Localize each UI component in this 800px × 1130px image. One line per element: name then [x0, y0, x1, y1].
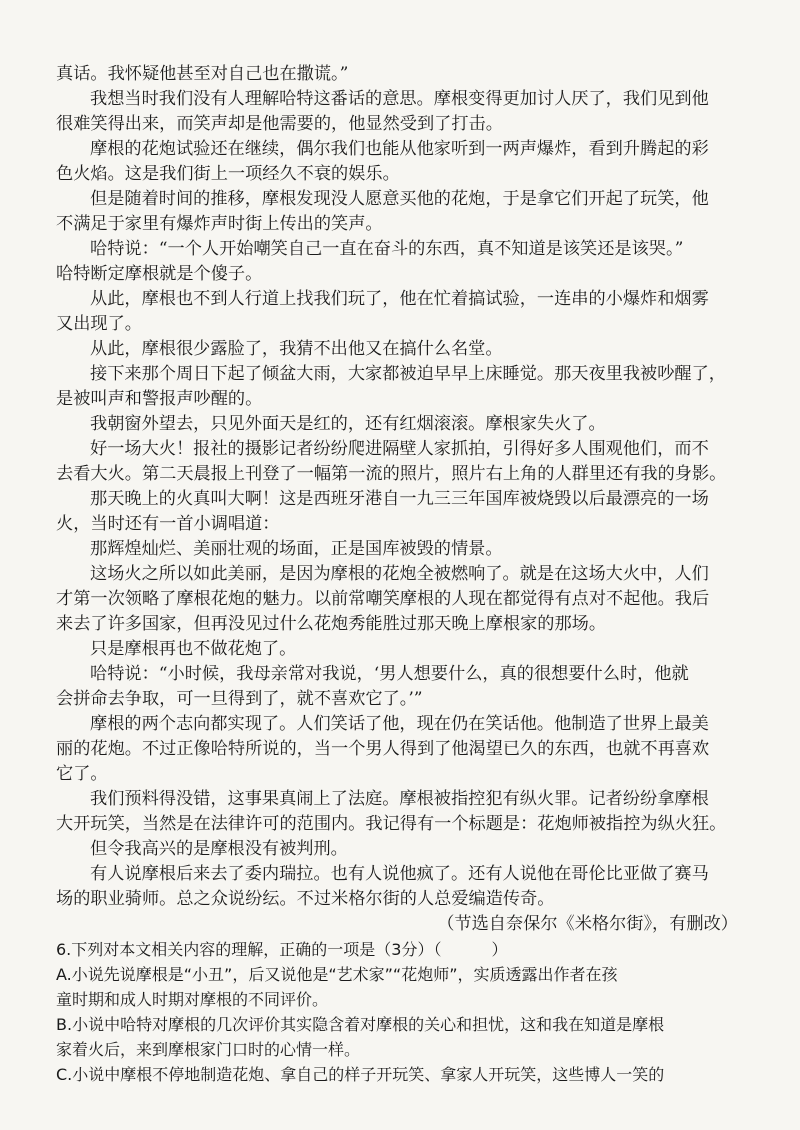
story-line: 火，当时还有一首小调唱道： — [56, 514, 280, 534]
story-line: 我们预料得没错，这事果真闹上了法庭。摩根被指控犯有纵火罪。记者纷纷拿摩根 — [90, 789, 709, 809]
option-line: 家着火后，来到摩根家门口时的心情一样。 — [56, 1040, 361, 1059]
question-stem — [56, 937, 744, 962]
story-line: 从此，摩根很少露脸了，我猜不出他又在搞什么名堂。 — [90, 339, 503, 359]
question-6 — [56, 937, 744, 1087]
story-line: 才第一次领略了摩根花炮的魅力。以前常嘲笑摩根的人现在都觉得有点对不起他。我后 — [56, 589, 710, 609]
story-line: 它了。 — [56, 764, 108, 784]
question-options — [56, 962, 744, 1087]
story-line: 色火焰。这是我们街上一项经久不衰的娱乐。 — [56, 164, 400, 184]
story-line: 这场火之所以如此美丽，是因为摩根的花炮全被燃响了。就是在这场大火中，人们 — [90, 564, 709, 584]
option-line: B.小说中哈特对摩根的几次评价其实隐含着对摩根的关心和担忧，这和我在知道是摩根 — [56, 1015, 665, 1034]
story-line: 真话。我怀疑他甚至对自己也在撒谎。” — [56, 64, 349, 84]
question-stem-end: ） — [491, 940, 508, 959]
story-line: 丽的花炮。不过正像哈特所说的，当一个男人得到了他渴望已久的东西，也就不再喜欢 — [56, 739, 710, 759]
story-line: 哈特断定摩根就是个傻子。 — [56, 264, 263, 284]
source-citation: （节选自奈保尔《米格尔街》，有删改） — [437, 914, 738, 934]
story-line: 不满足于家里有爆炸声时街上传出的笑声。 — [56, 214, 383, 234]
story-line: 很难笑得出来，而笑声却是他需要的，他显然受到了打击。 — [56, 114, 503, 134]
story-line: 摩根的两个志向都实现了。人们笑话了他，现在仍在笑话他。他制造了世界上最美 — [90, 714, 709, 734]
story-line: 场的职业骑师。总之众说纷纭。不过米格尔街的人总爱编造传奇。 — [56, 889, 555, 909]
story-line: 来去了许多国家，但再没见过什么花炮秀能胜过那天晚上摩根家的那场。 — [56, 614, 607, 634]
story-line: 我朝窗外望去，只见外面天是红的，还有红烟滚滚。摩根家失火了。 — [90, 414, 606, 434]
story-line: 我想当时我们没有人理解哈特这番话的意思。摩根变得更加讨人厌了，我们见到他 — [90, 89, 709, 109]
story-line: 只是摩根再也不做花炮了。 — [90, 639, 297, 659]
story-line: 哈特说：“一个人开始嘲笑自己一直在奋斗的东西，真不知道是该笑还是该哭。” — [90, 239, 684, 259]
story-line: 那辉煌灿烂、美丽壮观的场面，正是国库被毁的情景。 — [90, 539, 503, 559]
story-line: 是被叫声和警报声吵醒的。 — [56, 389, 263, 409]
story-excerpt — [56, 62, 744, 912]
story-line: 有人说摩根后来去了委内瑞拉。也有人说他疯了。还有人说他在哥伦比亚做了赛马 — [90, 864, 709, 884]
story-line: 又出现了。 — [56, 314, 142, 334]
story-line: 去看大火。第二天晨报上刊登了一幅第一流的照片，照片右上角的人群里还有我的身影。 — [56, 464, 727, 484]
option-line: 童时期和成人时期对摩根的不同评价。 — [56, 990, 329, 1009]
story-line: 哈特说：“小时候，我母亲常对我说，‘男人想要什么，真的很想要什么时，他就 — [90, 664, 689, 684]
story-line: 那天晚上的火真叫大啊！这是西班牙港自一九三三年国库被烧毁以后最漂亮的一场 — [90, 489, 709, 509]
story-line: 会拼命去争取，可一旦得到了，就不喜欢它了。’” — [56, 689, 423, 709]
option-line: C.小说中摩根不停地制造花炮、拿自己的样子开玩笑、拿家人开玩笑，这些博人一笑的 — [56, 1065, 665, 1084]
story-line: 好一场大火！报社的摄影记者纷纷爬进隔壁人家抓拍，引得好多人围观他们，而不 — [90, 439, 709, 459]
story-line: 大开玩笑，当然是在法律许可的范围内。我记得有一个标题是：花炮师被指控为纵火狂。 — [56, 814, 727, 834]
story-line: 但是随着时间的推移，摩根发现没人愿意买他的花炮，于是拿它们开起了玩笑，他 — [90, 189, 709, 209]
story-line: 从此，摩根也不到人行道上找我们玩了，他在忙着搞试验，一连串的小爆炸和烟雾 — [90, 289, 709, 309]
option-line: A.小说先说摩根是“小丑”，后又说他是“艺术家”“花炮师”，实质透露出作者在孩 — [56, 965, 618, 984]
story-line: 接下来那个周日下起了倾盆大雨，大家都被迫早早上床睡觉。那天夜里我被吵醒了， — [90, 364, 726, 384]
story-line: 摩根的花炮试验还在继续，偶尔我们也能从他家听到一两声爆炸，看到升腾起的彩 — [90, 139, 709, 159]
story-line: 但令我高兴的是摩根没有被判刑。 — [90, 839, 348, 859]
question-stem-text: 6.下列对本文相关内容的理解，正确的一项是（3分）（ — [56, 940, 442, 959]
